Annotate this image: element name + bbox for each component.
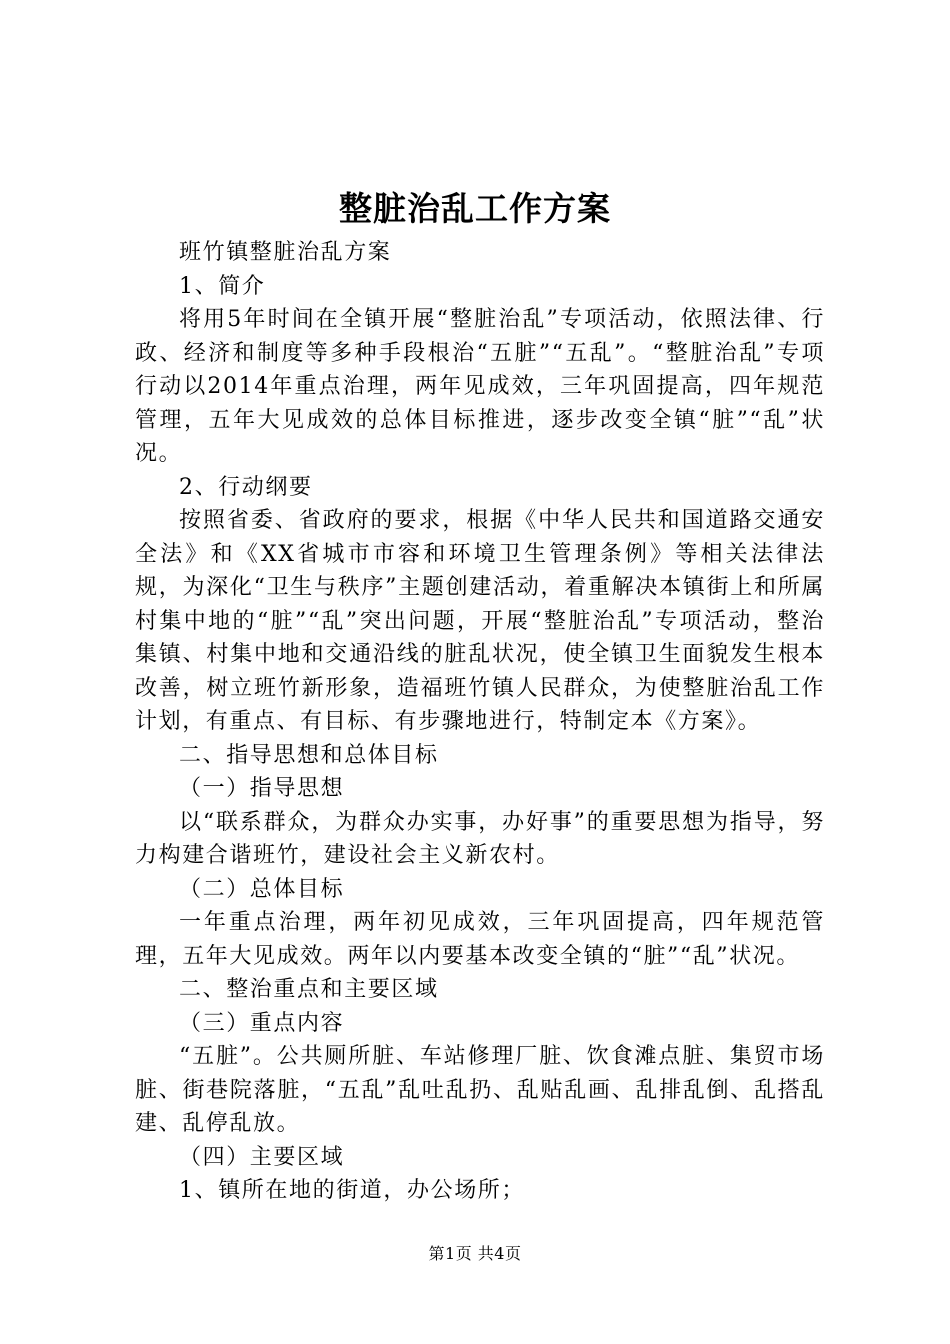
list-item-area-1: 1、镇所在地的街道，办公场所；	[179, 1178, 525, 1203]
section-heading-key-areas: 二、整治重点和主要区域	[179, 977, 439, 1002]
paragraph-outline: 按照省委、省政府的要求，根据《中华人民共和国道路交通安全法》和《XX省城市市容和环境卫生管理条例》等相关法律法规，为深化“卫生与秩序”主题创建活动，着重解决本镇街上和所属村集中地的“脏”“乱”突出问题，开展“整脏治乱”专项活动，整治集镇、村集中地和交通沿线的脏乱状况，使全镇卫生面貌发生根本改善，树立班竹新形象，造福班竹镇人民群众，为使整脏治乱工作计划，有重点、有目标、有步骤地进行，特制定本《方案》。	[135, 508, 825, 734]
subheading-main-areas: （四）主要区域	[179, 1144, 345, 1170]
paragraph-intro: 将用5年时间在全镇开展“整脏治乱”专项活动，依照法律、行政、经济和制度等多种手段根治“五脏”“五乱”。“整脏治乱”专项行动以2014年重点治理，两年见成效，三年巩固提高，四年规范管理，五年大见成效的总体目标推进，逐步改变全镇“脏”“乱”状况。	[135, 307, 825, 466]
subheading-guiding-thought: （一）指导思想	[179, 776, 345, 801]
section-heading-outline: 2、行动纲要	[179, 474, 313, 500]
subheading-overall-goal: （二）总体目标	[179, 876, 345, 902]
paragraph-overall-goal: 一年重点治理，两年初见成效，三年巩固提高，四年规范管理，五年大见成效。两年以内要基本改变全镇的“脏”“乱”状况。	[135, 910, 825, 969]
subheading-key-content: （三）重点内容	[179, 1010, 345, 1036]
subtitle-paragraph: 班竹镇整脏治乱方案	[179, 240, 392, 265]
document-title: 整脏治乱工作方案	[339, 189, 611, 228]
paragraph-key-content: “五脏”。公共厕所脏、车站修理厂脏、饮食滩点脏、集贸市场脏、街巷院落脏，“五乱”乱吐乱扔、乱贴乱画、乱排乱倒、乱搭乱建、乱停乱放。	[135, 1044, 825, 1136]
document-body	[135, 236, 825, 1208]
paragraph-guiding-thought: 以“联系群众，为群众办实事，办好事”的重要思想为指导，努力构建合谐班竹，建设社会主义新农村。	[135, 809, 825, 868]
page-footer: 第1页 共4页	[428, 1244, 522, 1263]
section-heading-guiding: 二、指导思想和总体目标	[179, 742, 439, 768]
section-heading-intro: 1、简介	[179, 273, 266, 299]
